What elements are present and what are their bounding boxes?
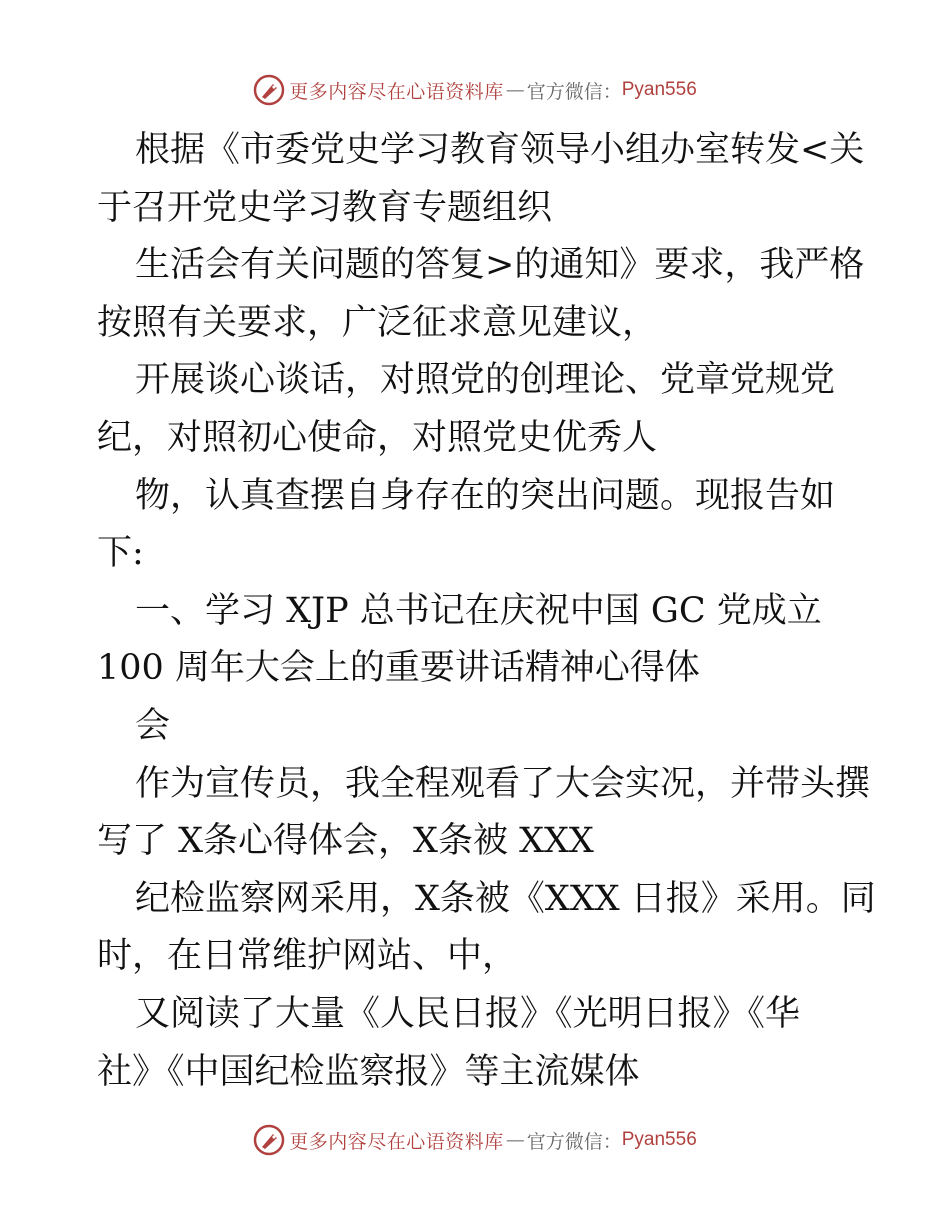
- text-line: 于召开党史学习教育专题组织: [97, 187, 553, 228]
- pen-nib-logo-icon: [253, 1124, 285, 1156]
- text-line: 纪检监察网采用，X条被《XXX 日报》采用。同: [135, 878, 876, 919]
- watermark-wechat-id: Pyan556: [621, 1129, 697, 1150]
- text-line: 纪，对照初心使命，对照党史优秀人: [97, 417, 658, 458]
- text-line: 作为宣传员，我全程观看了大会实况，并带头撰: [135, 763, 871, 804]
- watermark-separator: —: [505, 1129, 525, 1151]
- text-line: 又阅读了大量《人民日报》《光明日报》《华: [135, 993, 801, 1034]
- text-line: 生活会有关问题的答复>的通知》要求，我严格: [135, 245, 865, 286]
- text-line: 100 周年大会上的重要讲话精神心得体: [97, 648, 700, 689]
- text-line: 社》《中国纪检监察报》等主流媒体: [97, 1051, 640, 1092]
- text-line: 下:: [97, 533, 144, 574]
- pen-nib-logo-icon: [253, 74, 285, 106]
- watermark-separator: —: [505, 79, 525, 101]
- text-line: 时，在日常维护网站、中，: [97, 936, 518, 977]
- watermark-wechat-label: 官方微信：: [526, 80, 622, 103]
- footer-watermark: [0, 1120, 950, 1160]
- text-line: 按照有关要求，广泛征求意见建议，: [97, 302, 658, 343]
- text-line: 一、学习 XJP 总书记在庆祝中国 GC 党成立: [135, 590, 822, 631]
- watermark-wechat-label: 官方微信：: [526, 1130, 622, 1153]
- watermark-wechat-id: Pyan556: [621, 79, 697, 100]
- document-body: [97, 122, 876, 1101]
- header-watermark: [0, 70, 950, 110]
- text-line: 写了 X条心得体会，X条被 XXX: [97, 821, 594, 862]
- text-line: 根据《市委党史学习教育领导小组办室转发<关: [135, 130, 865, 170]
- text-line: 会: [135, 705, 171, 746]
- watermark-text: 更多内容尽在心语资料库: [289, 1130, 504, 1153]
- text-line: 物，认真查摆自身存在的突出问题。现报告如: [135, 475, 836, 516]
- text-line: 开展谈心谈话，对照党的创理论、党章党规党: [135, 360, 836, 401]
- watermark-text: 更多内容尽在心语资料库: [289, 80, 504, 103]
